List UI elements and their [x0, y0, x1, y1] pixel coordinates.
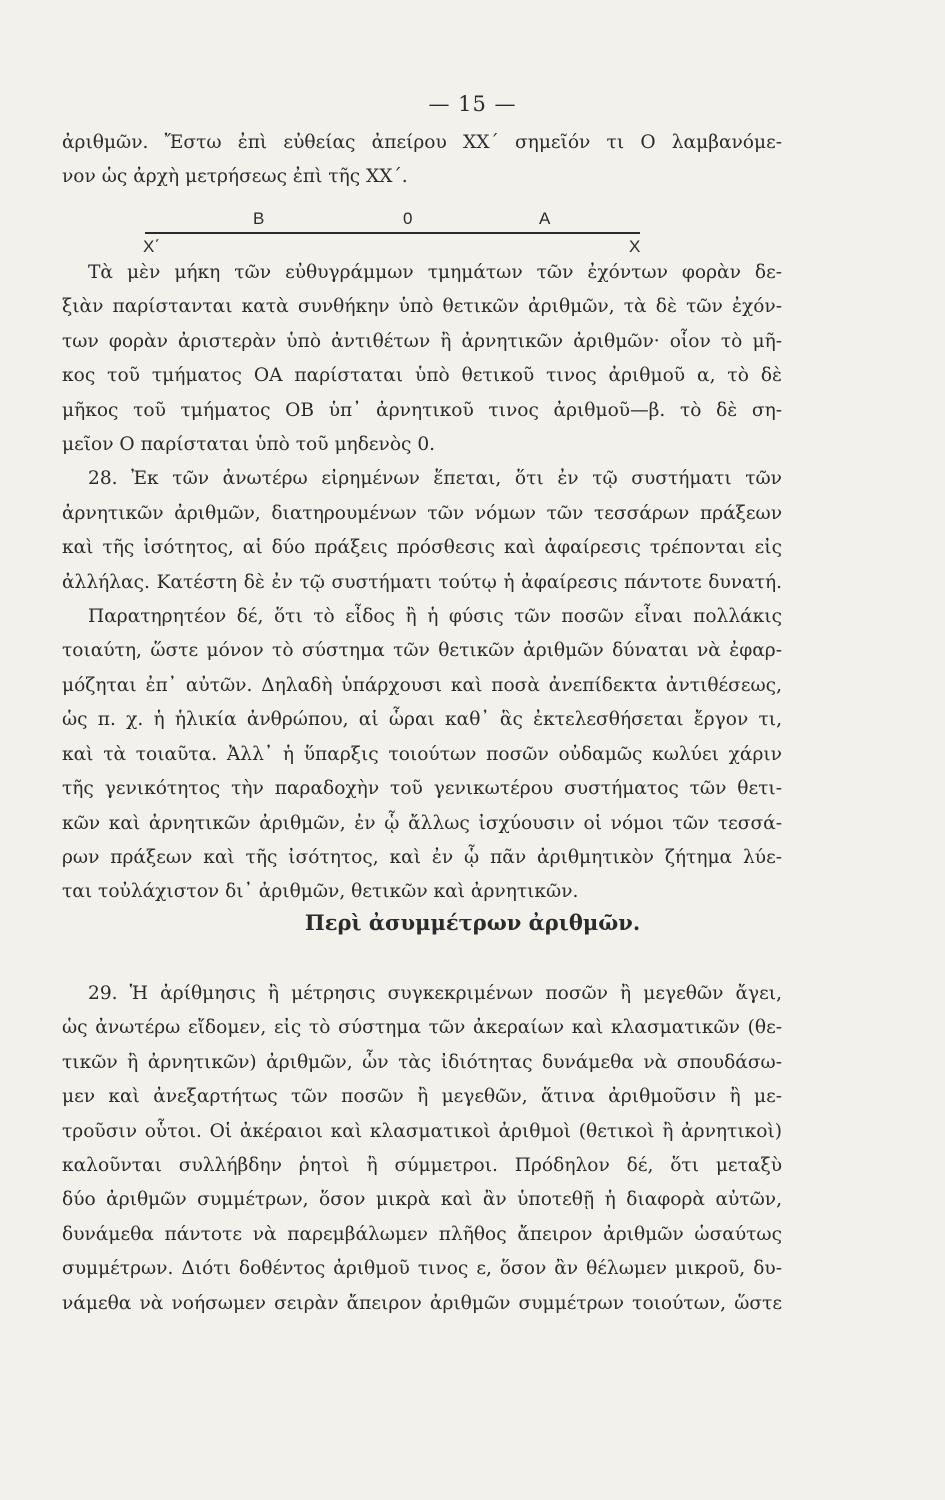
text-line: νάμεθα νὰ νοήσωμεν σειρὰν ἄπειρον ἀριθμῶν συμμέτρων τοιούτων, ὥστε: [62, 1292, 782, 1314]
text-line: ξιὰν παρίστανται κατὰ συνθήκην ὑπὸ θετικῶν ἀριθμῶν, τὰ δὲ τῶν ἐχόν-: [62, 296, 782, 318]
text-line: κος τοῦ τμήματος ΟΑ παρίσταται ὑπὸ θετικοῦ τινος ἀριθμοῦ α, τὸ δὲ: [62, 365, 782, 387]
text-line: ἀριθμῶν. Ἔστω ἐπὶ εὐθείας ἀπείρου XX΄ σημεῖόν τι Ο λαμβανόμε-: [62, 132, 782, 153]
number-line-diagram: [135, 200, 645, 255]
text-line: κῶν καὶ ἀρνητικῶν ἀριθμῶν, ἐν ᾧ ἄλλως ἰσχύουσιν οἱ νόμοι τῶν τεσσά-: [62, 812, 782, 834]
text-line: ἀρνητικῶν ἀριθμῶν, διατηρουμένων τῶν νόμων τῶν τεσσάρων πράξεων: [62, 502, 782, 524]
text-line: δύο ἀριθμῶν συμμέτρων, ὅσον μικρὰ καὶ ἂν ὑποτεθῇ ἡ διαφορὰ αὐτῶν,: [62, 1189, 782, 1211]
text-line: τῆς γενικότητος τὴν παραδοχὴν τοῦ γενικωτέρου συστήματος τῶν θετι-: [62, 778, 782, 800]
text-line: Τὰ μὲν μήκη τῶν εὐθυγράμμων τμημάτων τῶν ἐχόντων φορὰν δε-: [88, 262, 782, 283]
text-line: καὶ τῆς ἰσότητος, αἱ δύο πράξεις πρόσθεσις καὶ ἀφαίρεσις τρέπονται εἰς: [62, 537, 782, 559]
text-line: ἀλλήλας. Κατέστη δὲ ἐν τῷ συστήματι τούτῳ ἡ ἀφαίρεσις πάντοτε δυνατή.: [62, 571, 782, 593]
intro-paragraph: [62, 126, 782, 195]
text-line: συμμέτρων. Διότι δοθέντος ἀριθμοῦ τινος ε, ὅσον ἂν θέλωμεν μικροῦ, δυ-: [62, 1258, 782, 1280]
text-line: των φορὰν ἀριστερὰν ὑπὸ ἀντιθέτων ἢ ἀρνητικῶν ἀριθμῶν· οἷον τὸ μῆ-: [62, 330, 782, 352]
section-paragraph: [62, 977, 782, 1321]
text-line: τροῦσιν οὗτοι. Οἱ ἀκέραιοι καὶ κλασματικοὶ ἀριθμοὶ (θετικοὶ ἢ ἀρνητικοὶ): [62, 1120, 782, 1142]
point-label-b: B: [253, 209, 265, 228]
endpoint-label-x: X: [629, 237, 641, 255]
section-heading: Περὶ ἀσυμμέτρων ἀριθμῶν.: [304, 910, 641, 935]
text-line: τοιαύτη, ὥστε μόνον τὸ σύστημα τῶν θετικῶν ἀριθμῶν δύναται νὰ ἐφαρ-: [62, 640, 782, 662]
text-line: καὶ τὰ τοιαῦτα. Ἀλλ᾽ ἡ ὕπαρξις τοιούτων ποσῶν οὐδαμῶς κωλύει χάριν: [62, 743, 782, 765]
point-label-o: 0: [403, 209, 413, 228]
text-line: μόζηται ἐπ᾽ αὐτῶν. Δηλαδὴ ὑπάρχουσι καὶ ποσὰ ἀνεπίδεκτα ἀντιθέσεως,: [62, 674, 782, 696]
text-line: ρων πράξεων καὶ τῆς ἰσότητος, καὶ ἐν ᾧ πᾶν ἀριθμητικὸν ζήτημα λύε-: [62, 846, 782, 868]
text-line: καλοῦνται συλλήβδην ῥητοὶ ἢ σύμμετροι. Πρόδηλον δέ, ὅτι μεταξὺ: [62, 1155, 782, 1177]
text-line: ὡς ἀνωτέρω εἴδομεν, εἰς τὸ σύστημα τῶν ἀκεραίων καὶ κλασματικῶν (θε-: [62, 1017, 782, 1039]
text-line: 29. Ἡ ἀρίθμησις ἢ μέτρησις συγκεκριμένων ποσῶν ἢ μεγεθῶν ἄγει,: [88, 983, 782, 1004]
body-paragraphs: [62, 256, 782, 910]
text-line: ται τοὐλάχιστον δι᾽ ἀριθμῶν, θετικῶν καὶ ἀρνητικῶν.: [62, 881, 579, 903]
text-line: μεν καὶ ἀνεξαρτήτως τῶν ποσῶν ἢ μεγεθῶν, ἅτινα ἀριθμοῦσιν ἢ με-: [62, 1086, 782, 1108]
text-line: νον ὡς ἀρχὴ μετρήσεως ἐπὶ τῆς XX΄.: [62, 166, 408, 188]
text-line: ὡς π. χ. ἡ ἡλικία ἀνθρώπου, αἱ ὧραι καθ᾽ ἃς ἐκτελεσθήσεται ἔργον τι,: [62, 709, 782, 731]
text-line: δυνάμεθα πάντοτε νὰ παρεμβάλωμεν πλῆθος ἄπειρον ἀριθμῶν ὡσαύτως: [62, 1223, 782, 1245]
endpoint-label-x-prime: X΄: [143, 237, 160, 255]
page-number: — 15 —: [428, 92, 517, 116]
text-line: τικῶν ἢ ἀρνητικῶν) ἀριθμῶν, ὧν τὰς ἰδιότητας δυνάμεθα νὰ σπουδάσω-: [62, 1051, 782, 1073]
text-line: μῆκος τοῦ τμήματος ΟΒ ὑπ᾽ ἀρνητικοῦ τινος ἀριθμοῦ—β. τὸ δὲ ση-: [62, 399, 782, 421]
text-line: 28. Ἐκ τῶν ἀνωτέρω εἰρημένων ἕπεται, ὅτι ἐν τῷ συστήματι τῶν: [88, 468, 782, 490]
text-line: Παρατηρητέον δέ, ὅτι τὸ εἶδος ἢ ἡ φύσις τῶν ποσῶν εἶναι πολλάκις: [88, 606, 782, 628]
point-label-a: A: [539, 209, 551, 228]
text-line: μεῖον Ο παρίσταται ὑπὸ τοῦ μηδενὸς 0.: [62, 434, 436, 456]
